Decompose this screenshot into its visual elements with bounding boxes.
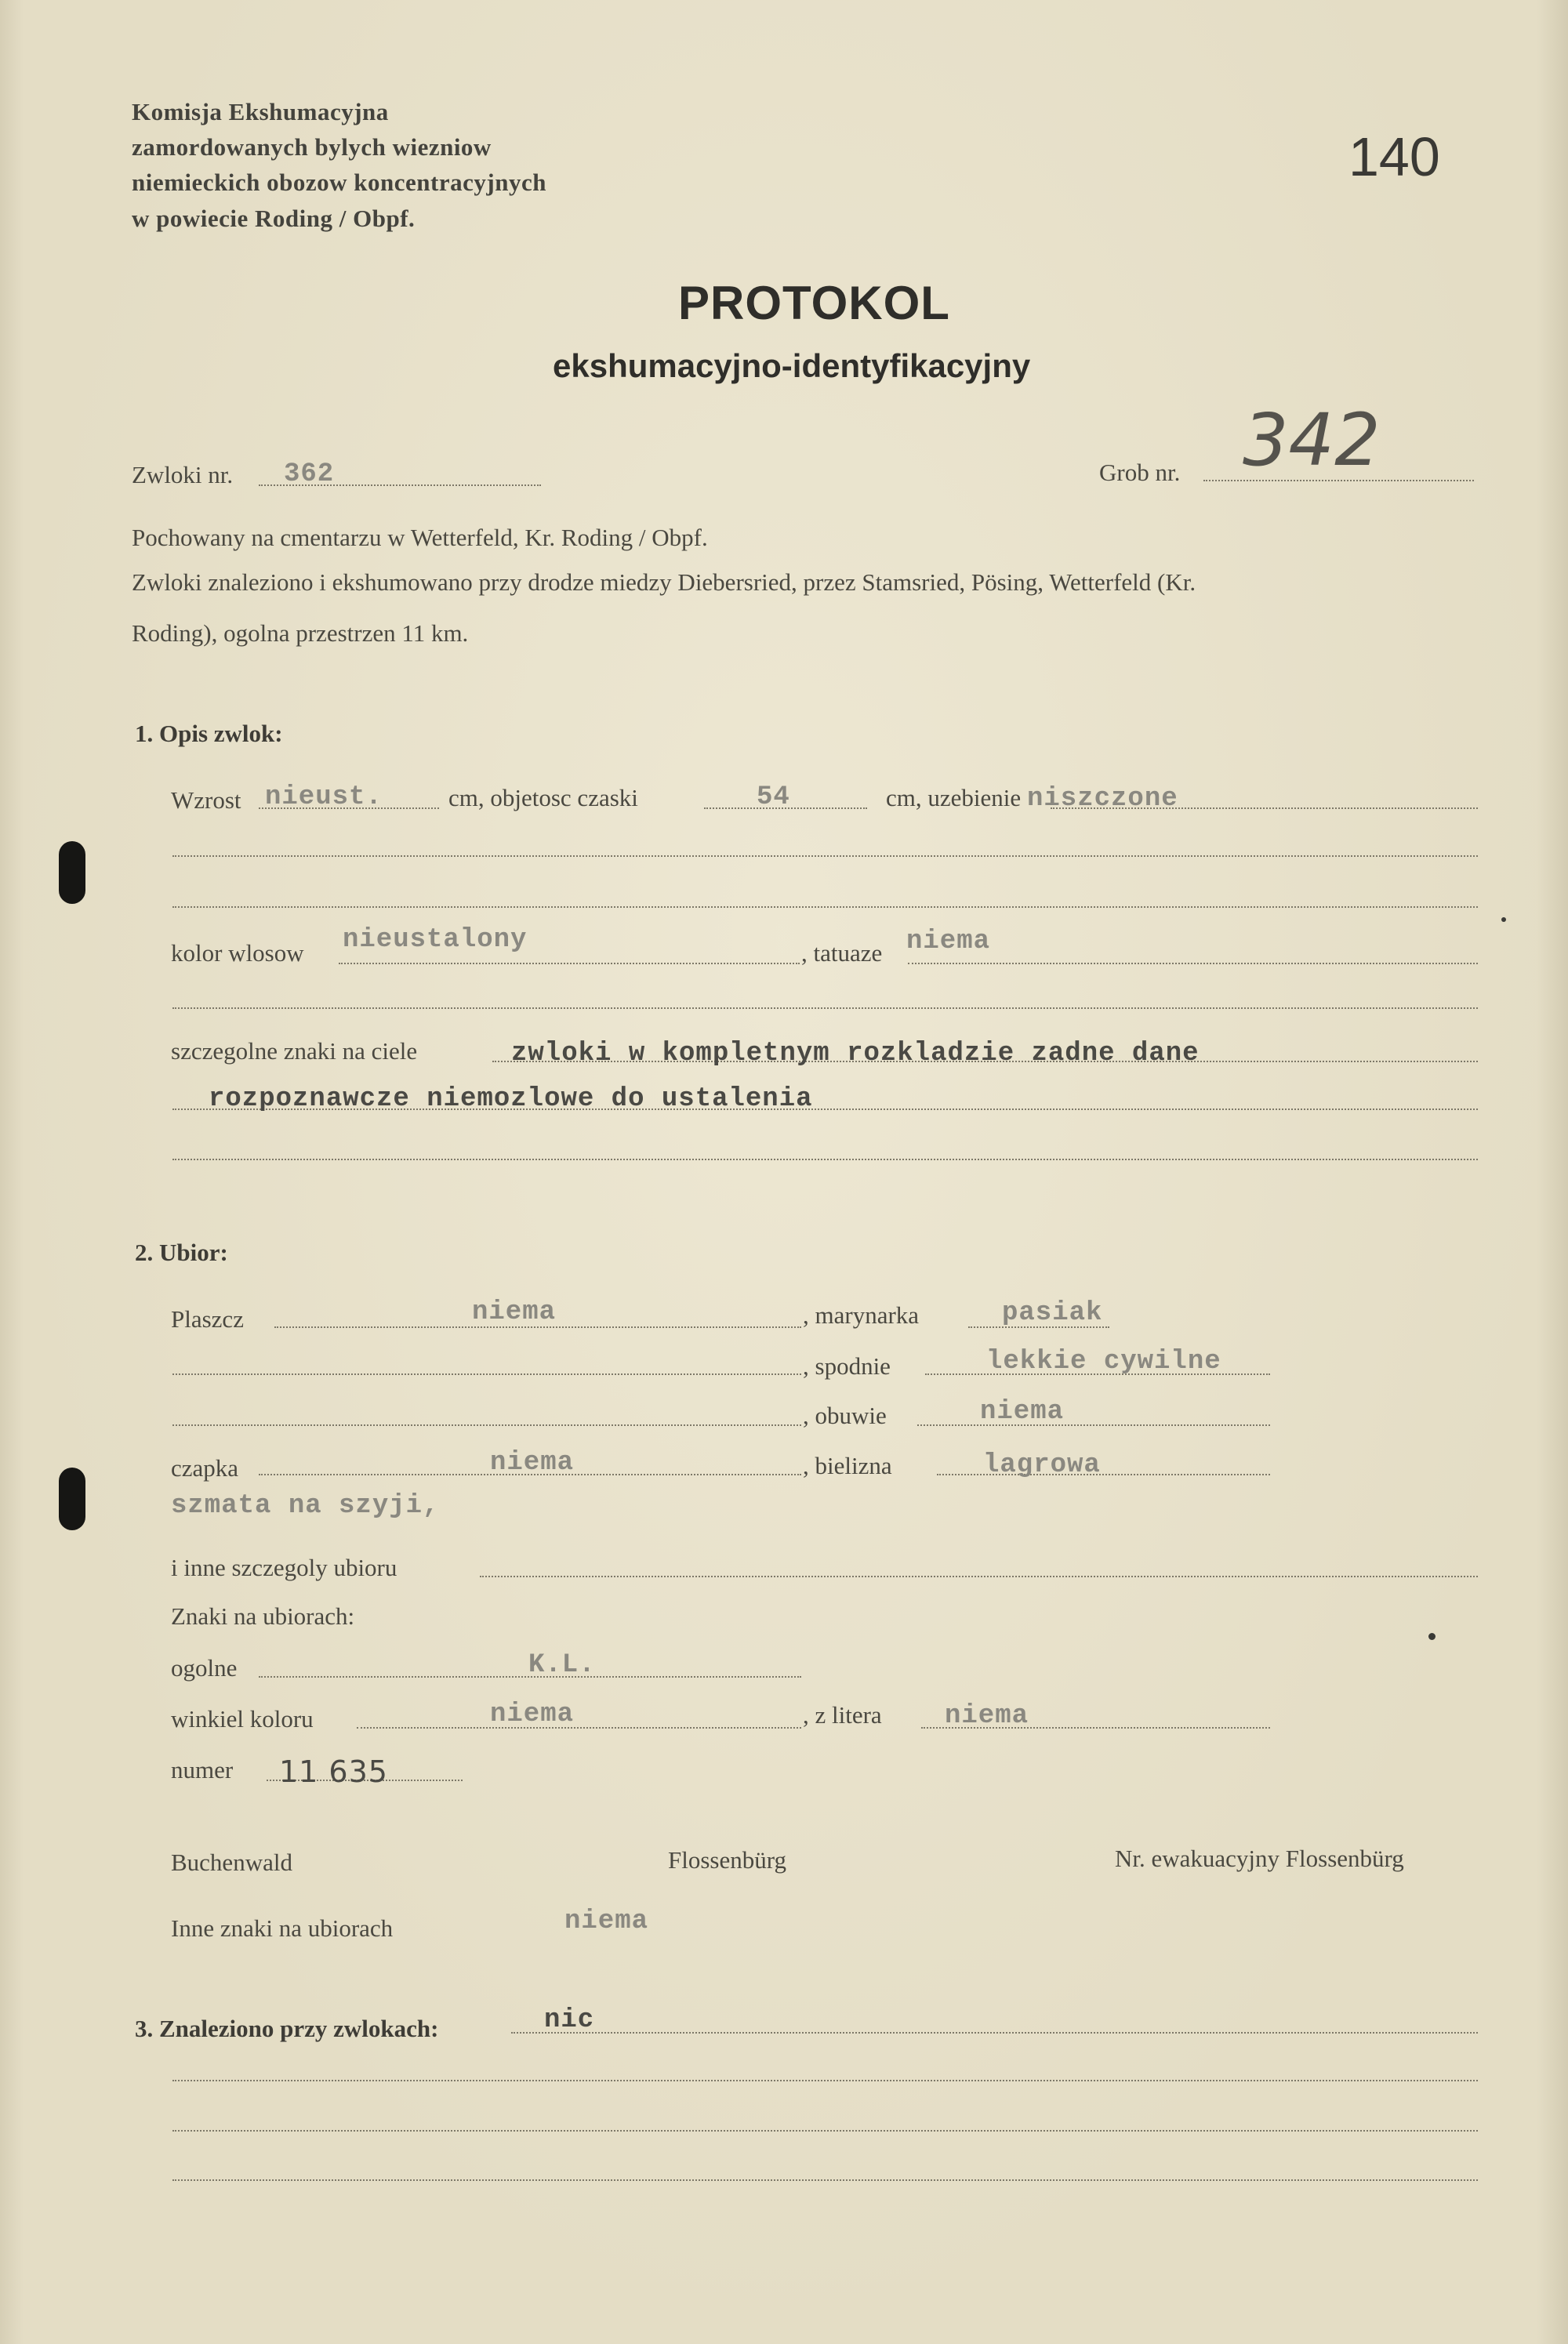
blank-line-1 [172,855,1478,857]
winkiel-dotted-line [357,1727,801,1729]
punch-hole-top [59,841,85,904]
tatuaze-label: , tatuaze [801,939,883,967]
section-1-heading: 1. Opis zwlok: [135,720,283,747]
header-line-4: w powiecie Roding / Obpf. [132,205,416,232]
winkiel-value: niema [490,1700,575,1729]
inne-znaki-value: niema [564,1907,649,1936]
litera-label: , z litera [803,1701,882,1729]
page-number: 140 [1348,126,1440,187]
section-3-dotted-line-1 [511,2032,1478,2034]
ink-speck [1501,917,1506,922]
marynarka-label: , marynarka [803,1301,920,1329]
obuwie-label: , obuwie [803,1402,887,1429]
czapka-value: niema [490,1448,575,1478]
szczegolne-znaki-value-2: rozpoznawcze niemozlowe do ustalenia [209,1084,813,1114]
winkiel-label: winkiel koloru [171,1705,314,1733]
blank-line-2 [172,906,1478,908]
grob-value: 342 [1243,398,1381,482]
ewakuacyjny-label: Nr. ewakuacyjny Flossenbürg [1115,1845,1404,1872]
kolor-wlosow-value: nieustalony [343,925,528,955]
obuwie-value: niema [980,1397,1065,1427]
header-line-1: Komisja Ekshumacyjna [132,98,389,125]
wzrost-label: Wzrost [171,786,241,814]
spodnie-label: , spodnie [803,1352,891,1380]
intro-line-3: Roding), ogolna przestrzen 11 km. [132,619,469,647]
zwloki-value: 362 [284,459,335,489]
numer-label: numer [171,1756,234,1783]
buchenwald-label: Buchenwald [171,1849,292,1876]
ogolne-label: ogolne [171,1654,238,1682]
ogolne-value: K.L. [528,1650,596,1680]
uzebienie-value: niszczone [1027,784,1178,814]
plaszcz-value: niema [472,1297,557,1327]
znaki-na-ubiorach-label: Znaki na ubiorach: [171,1602,355,1630]
tatuaze-dotted-line [908,963,1478,964]
grob-label: Grob nr. [1099,459,1181,486]
section-3-value: nic [544,2005,595,2035]
header-line-3: niemieckich obozow koncentracyjnych [132,169,546,196]
czaszka-label: cm, objetosc czaski [448,784,638,811]
flossenburg-label: Flossenbürg [668,1846,787,1874]
szmata-value: szmata na szyji, [171,1491,440,1521]
marynarka-value: pasiak [1002,1298,1103,1328]
uzebienie-label: cm, uzebienie [886,784,1022,811]
section-3-heading: 3. Znaleziono przy zwlokach: [135,2015,439,2042]
inne-szczegoly-dotted-line [480,1576,1478,1577]
spodnie-value: lekkie cywilne [986,1347,1221,1377]
szczegolne-znaki-label: szczegolne znaki na ciele [171,1037,418,1065]
wzrost-value: nieust. [265,782,383,812]
plaszcz-blank-line [172,1373,801,1375]
section-2-heading: 2. Ubior: [135,1239,228,1266]
inne-znaki-label: Inne znaki na ubiorach [171,1914,394,1942]
intro-line-2: Zwloki znaleziono i ekshumowano przy drodze miedzy Diebersried, przez Stamsried, Pösing, Wetterfeld (Kr. [132,568,1196,596]
section-3-dotted-line-2 [172,2080,1478,2081]
blank-line-4 [172,1159,1478,1160]
tatuaze-value: niema [906,927,991,956]
numer-value: 11 635 [279,1754,388,1789]
czapka-label: czapka [171,1454,239,1482]
blank-line-3 [172,1007,1478,1009]
spodnie-blank-line [172,1424,801,1426]
kolor-wlosow-label: kolor wlosow [171,939,304,967]
bielizna-value: lagrowa [983,1450,1101,1480]
inne-szczegoly-label: i inne szczegoly ubioru [171,1554,397,1581]
szczegolne-znaki-value-1: zwloki w kompletnym rozkladzie zadne dane [511,1039,1200,1069]
punch-hole-bottom [59,1468,85,1530]
czaszka-value: 54 [757,782,790,812]
section-3-dotted-line-4 [172,2179,1478,2181]
document-title: PROTOKOL [678,277,950,329]
kolor-dotted-line [339,963,800,964]
section-3-dotted-line-3 [172,2130,1478,2132]
header-line-2: zamordowanych bylych wiezniow [132,133,492,161]
bielizna-label: , bielizna [803,1452,892,1479]
plaszcz-label: Plaszcz [171,1305,244,1333]
intro-line-1: Pochowany na cmentarzu w Wetterfeld, Kr. Roding / Obpf. [132,524,708,551]
ink-speck [1428,1633,1436,1640]
litera-value: niema [945,1701,1029,1731]
obuwie-dotted-line [917,1424,1270,1426]
zwloki-label: Zwloki nr. [132,461,234,488]
document-subtitle: ekshumacyjno-identyfikacyjny [553,347,1031,384]
